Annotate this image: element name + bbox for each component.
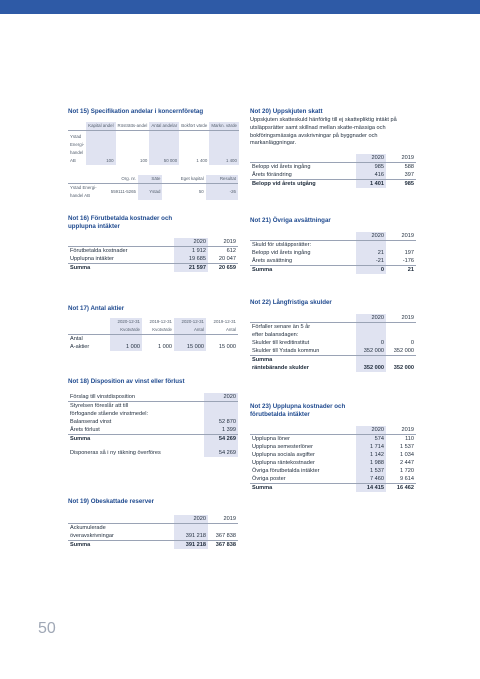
sum-row: räntebärande skulder 352 000 352 000: [252, 365, 414, 371]
sum-row: Summa 391 218 367 838: [70, 542, 236, 548]
note-19: [68, 498, 238, 549]
note-15-table-2: Org. nr. Säte Eget kapital Resultat Ystad Energi-handel AB 559111-5265 Ystad 50 -26: [70, 176, 236, 198]
note-15-table: Kapital andel Rösträtts-andel Antal andelar Bokfört värde Markn. värde Ystad Energi-handel AB 100 100 50 000 1 400 1 400: [70, 123, 237, 163]
sum-row: Summa 14 415 16 462: [252, 485, 414, 491]
note-15: [68, 108, 244, 200]
note-18-title: Not 18) Disposition av vinst eller förlust: [68, 378, 185, 385]
top-accent-bar: [0, 0, 480, 14]
table-row: Skulder till kreditinstitut 0 0: [252, 340, 414, 346]
table-row: A-aktier 1 000 1 000 15 000 15 000: [70, 344, 236, 350]
table-row: Upplupna semesterlöner 1 714 1 537: [252, 444, 414, 450]
table-row: Årets förändring 416 397: [252, 172, 414, 179]
sum-row: Summa 21 597 20 659: [70, 265, 236, 271]
note-17-table: 2020-12-31 Kvotvärde 2019-12-31 Kvotvärde 2020-12-31 Antal 2019-12-31 Antal Antal A-aktier 1 000 1 000 15 000 15 000: [70, 319, 236, 350]
note-23-table: 2020 2019 Upplupna löner 574 110 Upplupna semesterlöner 1 714 1 537 Upplupna sociala avgifter 1 142 1 034 Upplupna räntekostnader 1 988 2 447 Övriga förutbetalda intäkter 1 537 1 720 Övriga poster 7 460 9 614 Summa 14 415 16 462: [252, 427, 414, 491]
note-15-title: Not 15) Specifikation andelar i koncernföretag: [68, 108, 204, 115]
table-row: Övriga poster 7 460 9 614: [252, 476, 414, 482]
note-22: [250, 299, 418, 372]
note-21: [250, 217, 418, 274]
note-16-table: 2020 2019 Förutbetalda kostnader 1 912 612 Upplupna intäkter 19 685 20 047 Summa 21 597 20 659: [70, 239, 236, 271]
note-23-title: Not 23) Upplupna kostnader och förutbetalda intäkter: [250, 403, 346, 418]
table-row: Upplupna löner 574 110: [252, 436, 414, 442]
table-row: Övriga förutbetalda intäkter 1 537 1 720: [252, 468, 414, 474]
table-row: Skulder till Ystads kommun 352 000 352 000: [252, 348, 414, 354]
table-row: Belopp vid årets ingång 985 588: [252, 164, 414, 171]
table-row: Upplupna räntekostnader 1 988 2 447: [252, 460, 414, 466]
table-row: Upplupna sociala avgifter 1 142 1 034: [252, 452, 414, 458]
note-17: [68, 305, 238, 351]
note-16: [68, 215, 238, 272]
table-row: Upplupna intäkter 19 685 20 047: [70, 256, 236, 262]
note-20-title: Not 20) Uppskjuten skatt: [250, 108, 323, 115]
note-21-title: Not 21) Övriga avsättningar: [250, 217, 331, 224]
table-row: Ystad Energi-handel AB 559111-5265 Ystad 50 -26: [70, 185, 236, 198]
note-22-title: Not 22) Långfristiga skulder: [250, 299, 332, 306]
sum-row: Summa 0 21: [252, 267, 414, 273]
page-number: 50: [38, 620, 56, 637]
note-23: [250, 403, 418, 492]
note-18-table: Förslag till vinstdisposition 2020 Styrelsen föreslår att till förfogande stående vinstmedel: Balanserad vinst 52 870 Årets förlust 1 399 Summa 54 269 Disponeras så i ny räkning överföres 54 269: [70, 394, 236, 456]
table-row: överavskrivningar 391 218 367 838: [70, 533, 236, 539]
note-19-table: 2020 2019 Ackumulerade överavskrivningar 391 218 367 838 Summa 391 218 367 838: [70, 516, 236, 548]
note-16-title: Not 16) Förutbetalda kostnader och upplupna intäkter: [68, 215, 173, 230]
note-20: [250, 108, 418, 188]
table-row: Årets förlust 1 399: [70, 427, 236, 433]
table-row: Belopp vid årets ingång 21 197: [252, 250, 414, 256]
sum-row: Summa 54 269: [70, 436, 236, 442]
note-17-title: Not 17) Antal aktier: [68, 305, 125, 312]
note-21-table: 2020 2019 Skuld för utsläppsrätter: Belopp vid årets ingång 21 197 Årets avsättning -21 -176 Summa 0 21: [252, 233, 414, 273]
note-19-title: Not 19) Obeskattade reserver: [68, 498, 154, 505]
table-row: Förutbetalda kostnader 1 912 612: [70, 248, 236, 254]
sum-row: Belopp vid årets utgång 1 401 985: [252, 181, 414, 188]
table-row: Ystad Energi-handel AB 100 100 50 000 1 400 1 400: [68, 131, 239, 166]
table-row: Årets avsättning -21 -176: [252, 258, 414, 264]
table-row: Balanserad vinst 52 870: [70, 419, 236, 425]
note-18: [68, 378, 238, 457]
table-row: Disponeras så i ny räkning överföres 54 269: [70, 450, 236, 456]
note-20-text: Uppskjuten skatteskuld hänförlig till ej skattepliktig intäkt på utsläppsrätter samt skillnad mellan skatte-mässiga och bokföringsmässiga avskrivningar på byggnader och markanläggningar.: [250, 117, 397, 147]
note-22-table: 2020 2019 Förfaller senare än 5 år efter balansdagen: Skulder till kreditinstitut 0 0 Skulder till Ystads kommun 352 000 352 000 Summa räntebärande skulder 352 000 352 000: [252, 315, 414, 371]
note-20-table: 2020 2019 Belopp vid årets ingång 985 588 Årets förändring 416 397 Belopp vid årets utgång 1 401 985: [252, 155, 414, 188]
